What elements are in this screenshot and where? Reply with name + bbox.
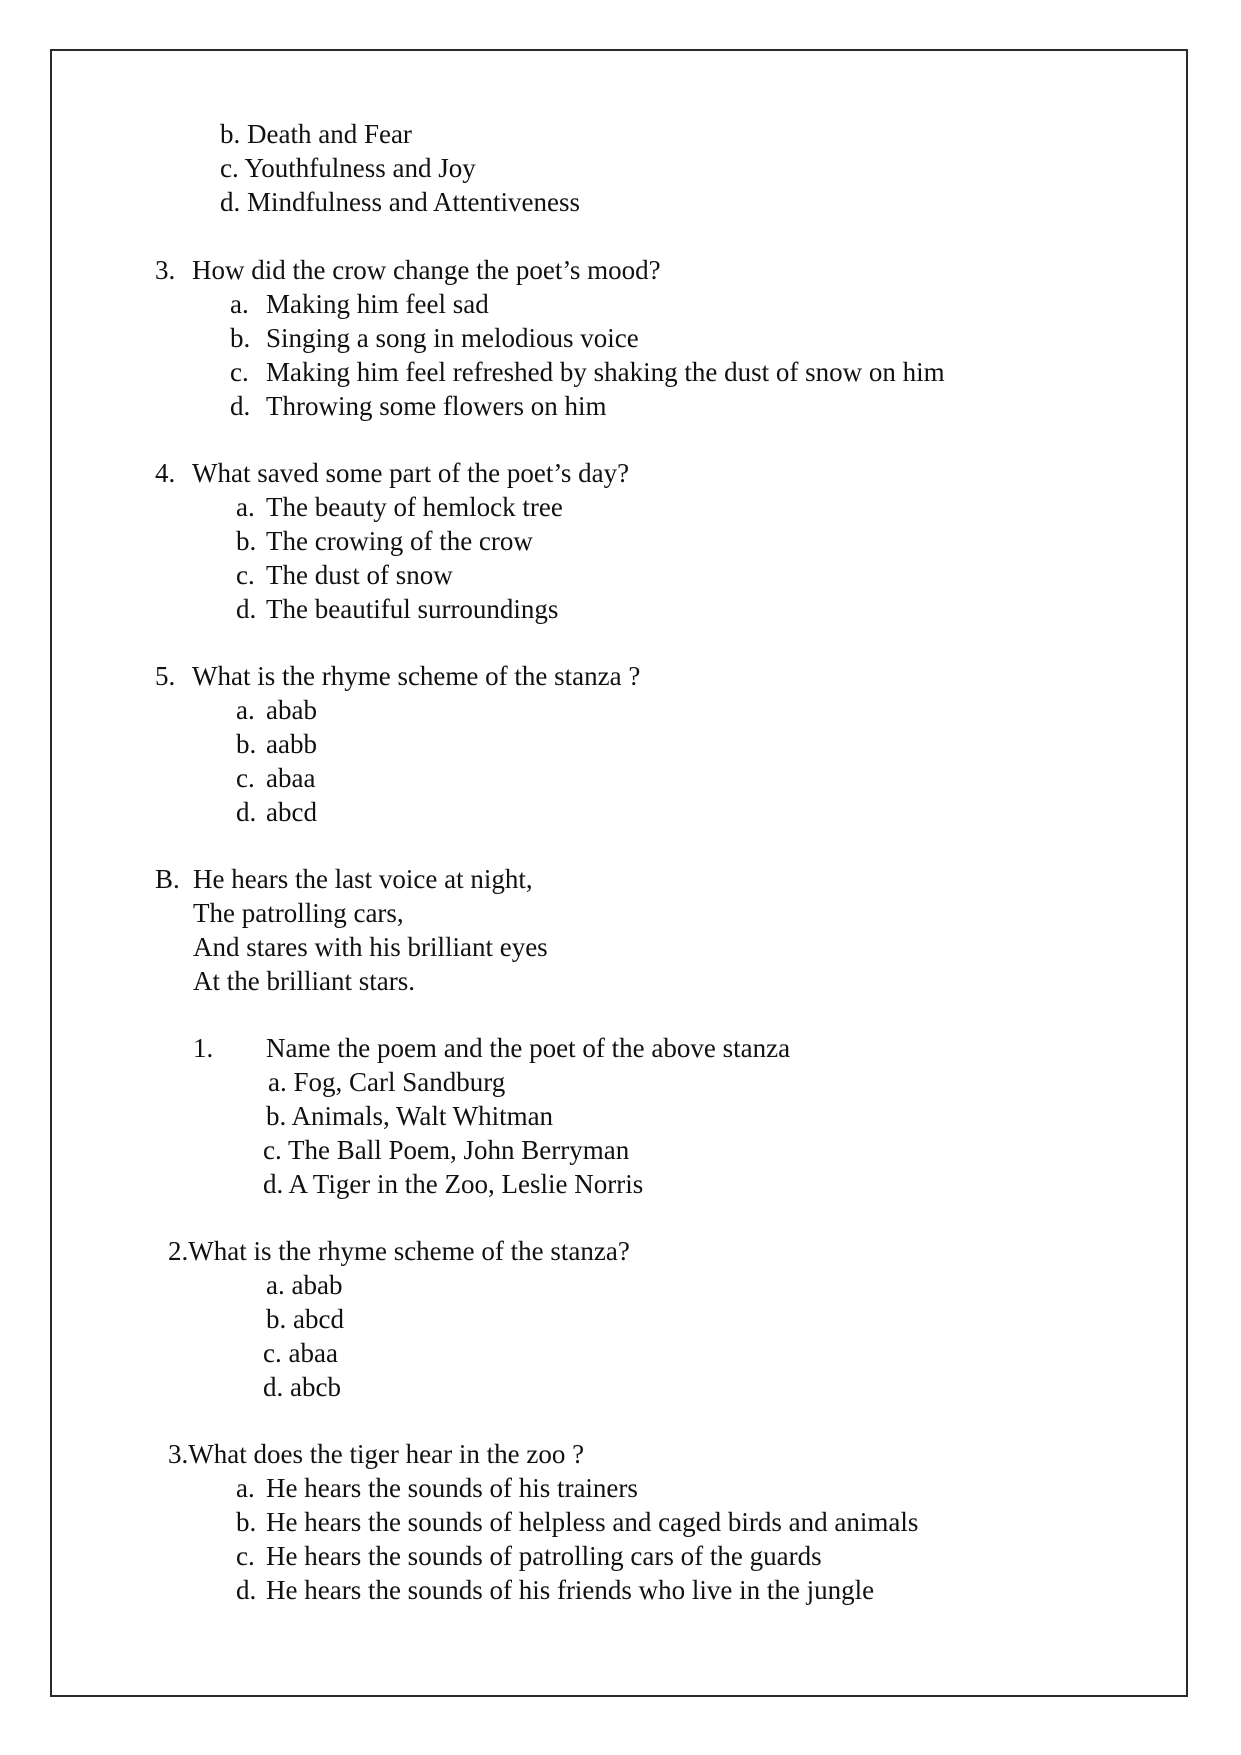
option-letter: b. — [236, 526, 257, 556]
option-text: He hears the sounds of helpless and caged birds and animals — [266, 1507, 919, 1537]
option-text: Making him feel sad — [266, 289, 489, 319]
option-b-death-fear: b. Death and Fear — [220, 119, 412, 149]
option-text: Throwing some flowers on him — [266, 391, 607, 421]
option-text: The beautiful surroundings — [266, 594, 559, 624]
option-text: Making him feel refreshed by shaking the dust of snow on him — [266, 357, 945, 387]
option-d-mindfulness: d. Mindfulness and Attentiveness — [220, 187, 580, 217]
option-text: He hears the sounds of his friends who live in the jungle — [266, 1575, 875, 1605]
question-text: What is the rhyme scheme of the stanza ? — [192, 661, 641, 691]
question-text: 2.What is the rhyme scheme of the stanza? — [168, 1236, 630, 1266]
option-letter: b. — [230, 323, 251, 353]
option-text: d. A Tiger in the Zoo, Leslie Norris — [263, 1169, 644, 1199]
option-text: abab — [266, 695, 317, 725]
option-letter: a. — [236, 492, 255, 522]
option-letter: d. — [236, 1575, 257, 1605]
question-text: Name the poem and the poet of the above stanza — [266, 1033, 791, 1063]
question-text: 3.What does the tiger hear in the zoo ? — [168, 1439, 585, 1469]
option-text: aabb — [266, 729, 317, 759]
option-letter: b. — [236, 1507, 257, 1537]
option-letter: c. — [236, 560, 255, 590]
option-letter: d. — [230, 391, 251, 421]
option-text: b. Animals, Walt Whitman — [266, 1101, 554, 1131]
option-text: c. abaa — [263, 1338, 338, 1368]
option-letter: d. — [236, 594, 257, 624]
question-number: 4. — [155, 458, 176, 488]
option-text: b. abcd — [266, 1304, 344, 1334]
option-letter: a. — [236, 695, 255, 725]
option-letter: a. — [230, 289, 249, 319]
question-number: 3. — [155, 255, 176, 285]
stanza-line: The patrolling cars, — [193, 898, 404, 928]
option-text: abcd — [266, 797, 317, 827]
option-text: He hears the sounds of his trainers — [266, 1473, 638, 1503]
option-letter: c. — [230, 357, 249, 387]
option-text: The crowing of the crow — [266, 526, 533, 556]
section-label: B. — [155, 864, 180, 894]
option-text: a. Fog, Carl Sandburg — [268, 1067, 506, 1097]
option-text: d. abcb — [263, 1372, 341, 1402]
question-text: How did the crow change the poet’s mood? — [192, 255, 661, 285]
option-text: c. The Ball Poem, John Berryman — [263, 1135, 630, 1165]
option-text: The dust of snow — [266, 560, 453, 590]
question-text: What saved some part of the poet’s day? — [192, 458, 630, 488]
stanza-line: He hears the last voice at night, — [193, 864, 533, 894]
question-number: 5. — [155, 661, 176, 691]
option-c-youthfulness: c. Youthfulness and Joy — [220, 153, 476, 183]
option-text: abaa — [266, 763, 316, 793]
option-letter: c. — [236, 763, 255, 793]
stanza-line: At the brilliant stars. — [193, 966, 415, 996]
option-text: He hears the sounds of patrolling cars of the guards — [266, 1541, 822, 1571]
stanza-line: And stares with his brilliant eyes — [193, 932, 548, 962]
option-text: a. abab — [266, 1270, 343, 1300]
option-letter: d. — [236, 797, 257, 827]
option-letter: a. — [236, 1473, 255, 1503]
option-text: Singing a song in melodious voice — [266, 323, 639, 353]
option-text: The beauty of hemlock tree — [266, 492, 563, 522]
option-letter: b. — [236, 729, 257, 759]
option-letter: c. — [236, 1541, 255, 1571]
question-number: 1. — [193, 1033, 214, 1063]
